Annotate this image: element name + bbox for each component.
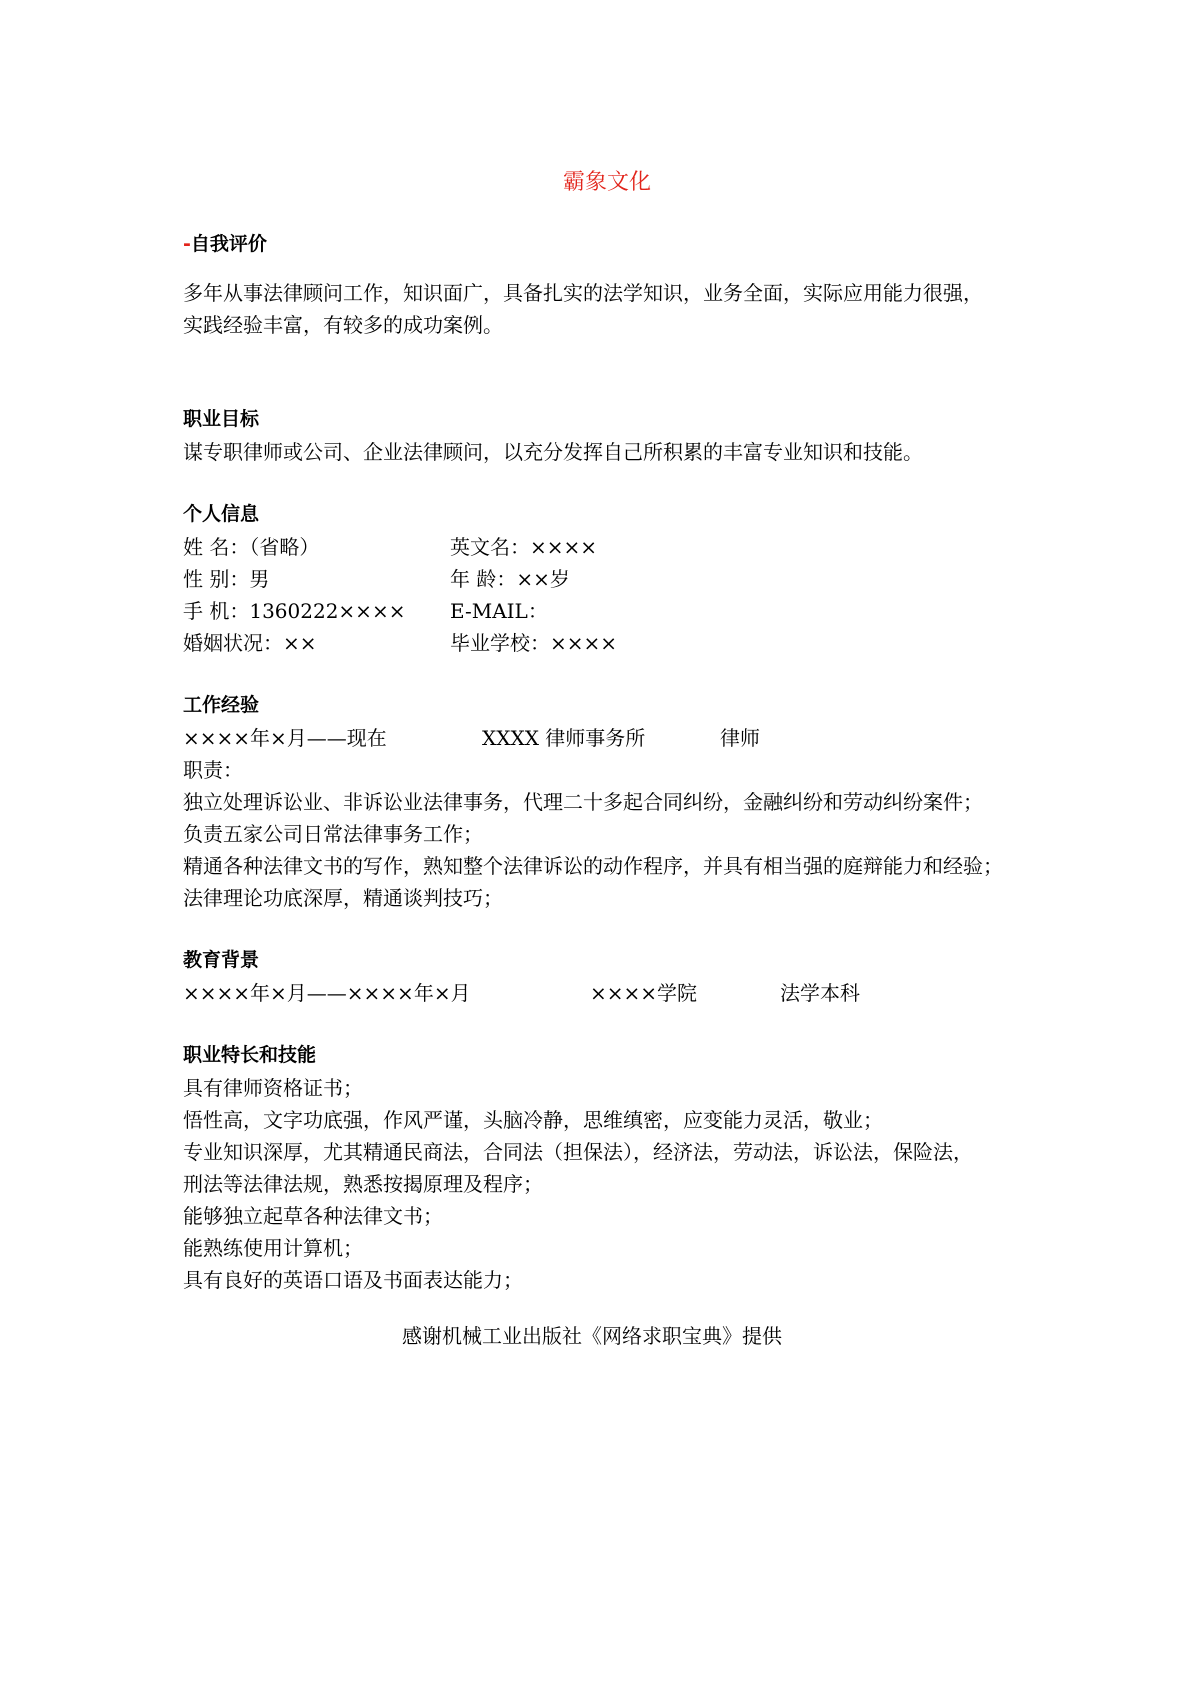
work-heading: 工作经验 bbox=[183, 694, 260, 716]
work-period: ××××年×月——现在 bbox=[183, 726, 387, 750]
education-major: 法学本科 bbox=[780, 981, 860, 1005]
work-duty-4: 法律理论功底深厚，精通谈判技巧； bbox=[183, 886, 503, 910]
info-mobile: 手 机：1360222×××× bbox=[183, 599, 406, 623]
info-marital-status: 婚姻状况：×× bbox=[183, 631, 317, 655]
info-school: 毕业学校：×××× bbox=[450, 631, 618, 655]
info-english-name: 英文名：×××× bbox=[450, 535, 598, 559]
personal-info-heading: 个人信息 bbox=[183, 503, 260, 525]
education-school: ××××学院 bbox=[590, 981, 698, 1005]
heading-dash: - bbox=[183, 233, 191, 255]
career-goal-heading: 职业目标 bbox=[183, 408, 260, 430]
work-duty-3: 精通各种法律文书的写作，熟知整个法律诉讼的动作程序，并具有相当强的庭辩能力和经验； bbox=[183, 854, 1003, 878]
info-name: 姓 名：（省略） bbox=[183, 535, 320, 559]
skill-line-3: 专业知识深厚，尤其精通民商法，合同法（担保法），经济法，劳动法，诉讼法，保险法， bbox=[183, 1140, 973, 1164]
work-duty-2: 负责五家公司日常法律事务工作； bbox=[183, 822, 483, 846]
skill-line-7: 具有良好的英语口语及书面表达能力； bbox=[183, 1268, 523, 1292]
footer-credit: 感谢机械工业出版社《网络求职宝典》提供 bbox=[402, 1324, 782, 1348]
info-age: 年 龄：××岁 bbox=[450, 567, 570, 591]
skill-line-6: 能熟练使用计算机； bbox=[183, 1236, 363, 1260]
info-email: E-MAIL： bbox=[450, 599, 548, 623]
education-period: ××××年×月——××××年×月 bbox=[183, 981, 471, 1005]
self-eval-line-2: 实践经验丰富，有较多的成功案例。 bbox=[183, 313, 503, 337]
skills-heading: 职业特长和技能 bbox=[183, 1044, 317, 1066]
self-eval-heading-text: 自我评价 bbox=[190, 233, 267, 255]
work-position: 律师 bbox=[720, 726, 760, 750]
work-duties-label: 职责： bbox=[183, 758, 243, 782]
page-title: 霸象文化 bbox=[563, 170, 652, 195]
skill-line-4: 刑法等法律法规，熟悉按揭原理及程序； bbox=[183, 1172, 543, 1196]
skill-line-5: 能够独立起草各种法律文书； bbox=[183, 1204, 443, 1228]
work-company: XXXX 律师事务所 bbox=[482, 726, 646, 750]
self-eval-heading bbox=[183, 229, 267, 256]
career-goal-text: 谋专职律师或公司、企业法律顾问，以充分发挥自己所积累的丰富专业知识和技能。 bbox=[183, 440, 923, 464]
education-heading: 教育背景 bbox=[183, 949, 260, 971]
work-duty-1: 独立处理诉讼业、非诉讼业法律事务，代理二十多起合同纠纷，金融纠纷和劳动纠纷案件； bbox=[183, 790, 983, 814]
self-eval-line-1: 多年从事法律顾问工作，知识面广，具备扎实的法学知识，业务全面，实际应用能力很强， bbox=[183, 281, 983, 305]
info-gender: 性 别：男 bbox=[183, 567, 270, 591]
skill-line-2: 悟性高，文字功底强，作风严谨，头脑冷静，思维缜密，应变能力灵活，敬业； bbox=[183, 1108, 883, 1132]
skill-line-1: 具有律师资格证书； bbox=[183, 1076, 363, 1100]
